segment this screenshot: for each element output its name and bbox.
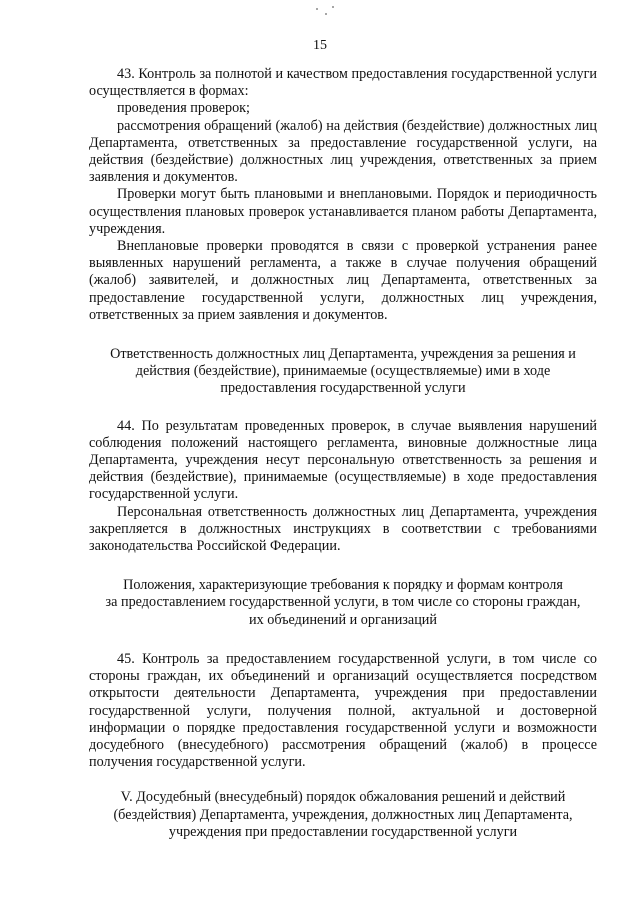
section-43-para-3: Внеплановые проверки проводятся в связи с проверкой устранения ранее выявленных нарушений регламента, а также в случае получения обращений (жалоб) заявителей, и должностных лиц Департамента, ответственных за предоставление государственной услуги, должностных лиц учреждения, ответственных за прием заявления и документов. <box>89 238 597 323</box>
section-43-form-1: проведения проверок; <box>117 100 250 117</box>
scan-dot <box>325 13 327 15</box>
section-43-form-2: рассмотрения обращений (жалоб) на действия (бездействие) должностных лиц Департамента, ответственных за предоставление государственной услуги, на действия (бездействие) должностных лиц учреждения, ответственных за прием заявления и документов. <box>89 117 597 186</box>
heading-line: учреждения при предоставлении государственной услуги <box>168 823 518 840</box>
heading-line: Положения, характеризующие требования к порядку и формам контроля <box>123 577 563 594</box>
heading-section-v <box>89 789 597 841</box>
section-43-intro: 43. Контроль за полнотой и качеством предоставления государственной услуги осуществляется в формах: <box>89 66 597 100</box>
section-43-para-2: Проверки могут быть плановыми и внеплановыми. Порядок и периодичность осуществления плановых проверок устанавливается планом работы Департамента, учреждения. <box>89 186 597 237</box>
heading-line: V. Досудебный (внесудебный) порядок обжалования решений и действий <box>120 789 566 806</box>
scan-marks <box>316 4 336 18</box>
document-body <box>89 66 597 841</box>
section-44-para-2: Персональная ответственность должностных лиц Департамента, учреждения закрепляется в должностных инструкциях в соответствии с требованиями законодательства Российской Федерации. <box>89 503 597 555</box>
scan-dot <box>316 8 318 10</box>
heading-line: предоставления государственной услуги <box>220 380 466 397</box>
heading-responsibility <box>89 346 597 398</box>
section-45-para-1: 45. Контроль за предоставлением государственной услуги, в том числе со стороны граждан, их объединений и организаций осуществляется посредством открытости деятельности Департамента, учреждения при предоставлении государственной услуги, получения полной, актуальной и достоверной информации о порядке предоставления государственной услуги и возможности досудебного (внесудебного) рассмотрения обращений (жалоб) в процессе получения государственной услуги. <box>89 650 597 771</box>
heading-control <box>89 577 597 629</box>
heading-line: Ответственность должностных лиц Департамента, учреждения за решения и <box>110 346 576 363</box>
section-44-para-1: 44. По результатам проведенных проверок, в случае выявления нарушений соблюдения положений настоящего регламента, виновные должностные лица Департамента, учреждения несут персональную ответственность за решения и действия (бездействие), принимаемые (осуществляемые) в ходе предоставления государственной услуги. <box>89 417 597 503</box>
heading-line: действия (бездействие), принимаемые (осуществляемые) ими в ходе <box>135 363 551 380</box>
scan-dot <box>332 6 334 8</box>
heading-line: (бездействия) Департамента, учреждения, должностных лиц Департамента, <box>113 806 573 823</box>
heading-line: их объединений и организаций <box>249 611 437 628</box>
page-number: 15 <box>313 38 327 53</box>
heading-line: за предоставлением государственной услуги, в том числе со стороны граждан, <box>105 594 581 611</box>
